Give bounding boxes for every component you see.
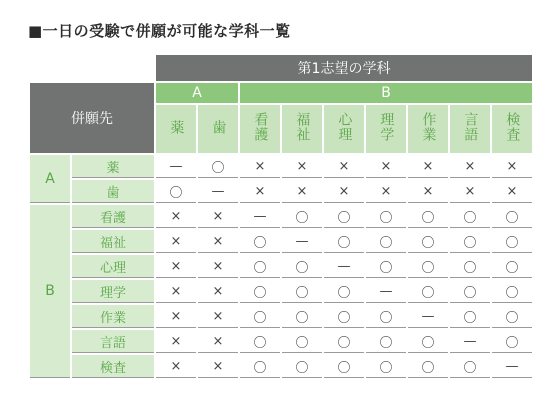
table-cell: 〇 [408, 355, 448, 378]
table-cell: 〇 [492, 280, 532, 303]
table-cell: 〇 [324, 230, 364, 253]
table-cell: × [492, 180, 532, 203]
table-cell: — [198, 180, 238, 203]
table-cell: 〇 [282, 255, 322, 278]
table-cell: 〇 [240, 230, 280, 253]
row-group-label: B [30, 205, 70, 378]
row-label: 言語 [72, 330, 154, 353]
col-header [282, 105, 322, 153]
table-cell: × [156, 355, 196, 378]
table-cell: 〇 [366, 230, 406, 253]
table-cell: × [198, 230, 238, 253]
combination-table [28, 53, 534, 380]
table-row [30, 155, 532, 178]
table-cell: 〇 [366, 305, 406, 328]
col-header-label: 検査 [504, 112, 521, 142]
table-cell: — [366, 280, 406, 303]
table-row [30, 180, 532, 203]
table-cell: 〇 [240, 280, 280, 303]
table-cell: × [156, 305, 196, 328]
table-cell: 〇 [282, 205, 322, 228]
table-cell: × [282, 180, 322, 203]
table-cell: 〇 [492, 205, 532, 228]
table-cell: × [198, 355, 238, 378]
table-cell: × [198, 205, 238, 228]
table-cell: 〇 [492, 230, 532, 253]
col-header [408, 105, 448, 153]
col-header [492, 105, 532, 153]
col-header [324, 105, 364, 153]
table-cell: 〇 [492, 255, 532, 278]
table-cell: × [324, 155, 364, 178]
table-cell: × [198, 280, 238, 303]
table-row [30, 255, 532, 278]
col-header [240, 105, 280, 153]
table-cell: 〇 [282, 305, 322, 328]
table-cell: 〇 [366, 205, 406, 228]
col-header [366, 105, 406, 153]
table-cell: × [492, 155, 532, 178]
table-cell: × [450, 155, 490, 178]
table-cell: — [450, 330, 490, 353]
table-cell: 〇 [408, 255, 448, 278]
table-cell: — [408, 305, 448, 328]
table-cell: × [198, 305, 238, 328]
table-cell: 〇 [408, 205, 448, 228]
corner-blank [30, 55, 154, 81]
table-cell: 〇 [450, 255, 490, 278]
table-cell: 〇 [408, 280, 448, 303]
col-header-label: 言語 [462, 112, 479, 142]
table-cell: 〇 [450, 205, 490, 228]
table-cell: 〇 [324, 330, 364, 353]
table-row [30, 230, 532, 253]
table-cell: 〇 [282, 330, 322, 353]
table-cell: 〇 [240, 355, 280, 378]
table-cell: × [240, 155, 280, 178]
table-cell: × [156, 280, 196, 303]
col-group-b: B [240, 83, 532, 103]
col-header-label: 心理 [336, 112, 353, 142]
row-label: 作業 [72, 305, 154, 328]
table-cell: × [324, 180, 364, 203]
row-label: 薬 [72, 155, 154, 178]
table-cell: 〇 [450, 230, 490, 253]
row-label: 心理 [72, 255, 154, 278]
table-cell: 〇 [282, 280, 322, 303]
table-cell: 〇 [198, 155, 238, 178]
table-cell: 〇 [450, 280, 490, 303]
table-cell: × [408, 180, 448, 203]
table-row [30, 205, 532, 228]
table-cell: 〇 [366, 255, 406, 278]
table-cell: × [408, 155, 448, 178]
table-cell: × [198, 330, 238, 353]
table-cell: 〇 [324, 280, 364, 303]
table-row [30, 280, 532, 303]
table-cell: — [282, 230, 322, 253]
row-label: 福祉 [72, 230, 154, 253]
table-cell: × [156, 205, 196, 228]
table-cell: 〇 [324, 205, 364, 228]
table-cell: 〇 [324, 305, 364, 328]
table-cell: — [156, 155, 196, 178]
table-cell: × [450, 180, 490, 203]
col-header [450, 105, 490, 153]
table-cell: 〇 [492, 305, 532, 328]
row-label: 看護 [72, 205, 154, 228]
first-choice-header: 第1志望の学科 [156, 55, 532, 81]
table-cell: — [492, 355, 532, 378]
table-cell: 〇 [240, 255, 280, 278]
col-header-label: 理学 [378, 112, 395, 142]
table-row [30, 355, 532, 378]
table-cell: 〇 [324, 355, 364, 378]
table-cell: 〇 [366, 355, 406, 378]
col-header-label: 薬 [168, 119, 185, 135]
table-cell: — [324, 255, 364, 278]
table-cell: × [282, 155, 322, 178]
table-cell: 〇 [240, 330, 280, 353]
table-cell: 〇 [366, 330, 406, 353]
table-cell: — [240, 205, 280, 228]
table-cell: 〇 [408, 330, 448, 353]
row-label: 検査 [72, 355, 154, 378]
col-header [198, 105, 238, 153]
table-cell: 〇 [240, 305, 280, 328]
col-group-a: A [156, 83, 238, 103]
table-cell: 〇 [450, 355, 490, 378]
table-cell: 〇 [492, 330, 532, 353]
table-cell: × [198, 255, 238, 278]
table-cell: × [156, 330, 196, 353]
col-header-label: 歯 [210, 119, 227, 135]
table-cell: 〇 [156, 180, 196, 203]
table-row [30, 305, 532, 328]
table-cell: × [156, 255, 196, 278]
table-cell: × [366, 180, 406, 203]
table-cell: 〇 [282, 355, 322, 378]
col-header-label: 看護 [252, 112, 269, 142]
col-header-label: 作業 [420, 112, 437, 142]
table-cell: × [240, 180, 280, 203]
page-title: ■一日の受験で併願が可能な学科一覧 [28, 22, 291, 40]
col-header [156, 105, 196, 153]
table-cell: × [156, 230, 196, 253]
table-cell: 〇 [408, 230, 448, 253]
row-label: 歯 [72, 180, 154, 203]
row-label: 理学 [72, 280, 154, 303]
table-row [30, 330, 532, 353]
col-header-label: 福祉 [294, 112, 311, 142]
corner-label: 併願先 [30, 83, 154, 153]
row-group-label: A [30, 155, 70, 203]
table-cell: × [366, 155, 406, 178]
table-cell: 〇 [450, 305, 490, 328]
